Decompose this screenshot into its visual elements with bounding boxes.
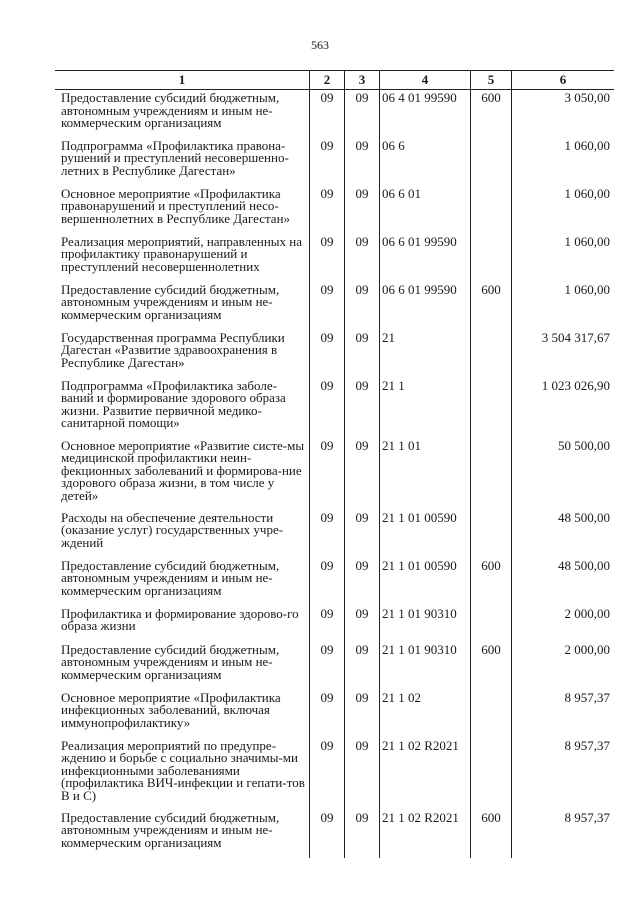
row-target-code-cell: 21 1 02 — [380, 690, 471, 738]
row-subsection-cell: 09 — [345, 810, 380, 858]
row-amount-cell: 2 000,00 — [512, 642, 615, 690]
row-name-cell: Профилактика и формирование здорово-го образа жизни — [61, 605, 299, 633]
row-section-cell: 09 — [310, 606, 345, 642]
column-header-3: 3 — [345, 71, 380, 90]
table-row — [55, 438, 614, 510]
table-header-row — [55, 71, 614, 90]
row-name-cell: Государственная программа Республики Дагестан «Развитие здравоохранения в Республике Дагестан» — [61, 329, 285, 370]
row-section-cell: 09 — [310, 90, 345, 138]
row-expense-type-cell — [471, 378, 512, 438]
row-amount-cell: 50 500,00 — [512, 438, 615, 510]
row-amount-cell: 2 000,00 — [512, 606, 615, 642]
row-target-code-cell: 21 1 01 00590 — [380, 558, 471, 606]
table-row — [55, 234, 614, 282]
row-target-code-cell: 21 1 01 90310 — [380, 642, 471, 690]
row-section-cell: 09 — [310, 186, 345, 234]
row-target-code-cell: 21 1 02 R2021 — [380, 738, 471, 810]
column-header-1: 1 — [55, 71, 310, 90]
row-expense-type-cell — [471, 138, 512, 186]
row-subsection-cell: 09 — [345, 690, 380, 738]
row-name-cell: Подпрограмма «Профилактика правона-рушений и преступлений несовершенно-летних в Республике Дагестан» — [61, 137, 289, 178]
row-expense-type-cell — [471, 186, 512, 234]
row-amount-cell: 8 957,37 — [512, 690, 615, 738]
table-body — [55, 90, 614, 858]
budget-table — [55, 70, 614, 858]
row-target-code-cell: 21 1 01 90310 — [380, 606, 471, 642]
budget-table-container — [55, 70, 609, 858]
row-amount-cell: 8 957,37 — [512, 738, 615, 810]
row-expense-type-cell: 600 — [471, 558, 512, 606]
row-subsection-cell: 09 — [345, 510, 380, 558]
row-expense-type-cell: 600 — [471, 282, 512, 330]
row-amount-cell: 1 060,00 — [512, 234, 615, 282]
row-target-code-cell: 06 6 01 99590 — [380, 282, 471, 330]
row-name-cell: Предоставление субсидий бюджетным, автономным учреждениям и иным не-коммерческим организациям — [61, 90, 280, 130]
row-name-cell: Предоставление субсидий бюджетным, автономным учреждениям и иным не-коммерческим организациям — [61, 281, 280, 322]
row-amount-cell: 48 500,00 — [512, 558, 615, 606]
table-row — [55, 330, 614, 378]
page-number: 563 — [311, 38, 329, 52]
row-subsection-cell: 09 — [345, 330, 380, 378]
row-expense-type-cell — [471, 438, 512, 510]
row-name-cell: Подпрограмма «Профилактика заболе-ваний и формирование здорового образа жизни. Развитие первичной медико-санитарной помощи» — [61, 377, 286, 430]
row-subsection-cell: 09 — [345, 738, 380, 810]
row-subsection-cell: 09 — [345, 234, 380, 282]
row-name-cell: Предоставление субсидий бюджетным, автономным учреждениям и иным не-коммерческим организациям — [61, 641, 280, 682]
row-section-cell: 09 — [310, 642, 345, 690]
table-row — [55, 138, 614, 186]
row-target-code-cell: 21 1 01 00590 — [380, 510, 471, 558]
table-row — [55, 510, 614, 558]
row-expense-type-cell — [471, 510, 512, 558]
row-target-code-cell: 06 6 — [380, 138, 471, 186]
row-section-cell: 09 — [310, 438, 345, 510]
row-target-code-cell: 21 1 01 — [380, 438, 471, 510]
row-name-cell: Предоставление субсидий бюджетным, автономным учреждениям и иным не-коммерческим организациям — [61, 809, 280, 850]
row-target-code-cell: 21 1 — [380, 378, 471, 438]
row-target-code-cell: 21 1 02 R2021 — [380, 810, 471, 858]
row-section-cell: 09 — [310, 738, 345, 810]
table-row — [55, 558, 614, 606]
table-row — [55, 690, 614, 738]
row-amount-cell: 1 060,00 — [512, 186, 615, 234]
row-expense-type-cell: 600 — [471, 642, 512, 690]
row-name-cell: Основное мероприятие «Профилактика инфекционных заболеваний, включая иммунопрофилактику» — [61, 689, 281, 730]
row-expense-type-cell — [471, 738, 512, 810]
row-section-cell: 09 — [310, 690, 345, 738]
row-section-cell: 09 — [310, 234, 345, 282]
table-row — [55, 282, 614, 330]
row-target-code-cell: 06 6 01 99590 — [380, 234, 471, 282]
row-subsection-cell: 09 — [345, 606, 380, 642]
row-subsection-cell: 09 — [345, 642, 380, 690]
row-subsection-cell: 09 — [345, 438, 380, 510]
row-section-cell: 09 — [310, 138, 345, 186]
row-expense-type-cell: 600 — [471, 810, 512, 858]
row-subsection-cell: 09 — [345, 378, 380, 438]
row-section-cell: 09 — [310, 282, 345, 330]
column-header-5: 5 — [471, 71, 512, 90]
row-amount-cell: 1 023 026,90 — [512, 378, 615, 438]
row-section-cell: 09 — [310, 378, 345, 438]
row-amount-cell: 3 050,00 — [512, 90, 615, 138]
table-row — [55, 810, 614, 858]
row-name-cell: Основное мероприятие «Профилактика правонарушений и преступлений несо-вершеннолетних в Республике Дагестан» — [61, 185, 291, 226]
column-header-6: 6 — [512, 71, 615, 90]
row-subsection-cell: 09 — [345, 186, 380, 234]
row-name-cell: Реализация мероприятий по предупре-ждению и борьбе с социально значимы-ми инфекционными заболеваниями (профилактика ВИЧ-инфекции и гепати-тов В и С) — [61, 737, 305, 803]
row-expense-type-cell — [471, 606, 512, 642]
row-target-code-cell: 06 4 01 99590 — [380, 90, 471, 138]
row-expense-type-cell: 600 — [471, 90, 512, 138]
row-expense-type-cell — [471, 330, 512, 378]
row-target-code-cell: 21 — [380, 330, 471, 378]
row-amount-cell: 1 060,00 — [512, 138, 615, 186]
table-row — [55, 738, 614, 810]
row-target-code-cell: 06 6 01 — [380, 186, 471, 234]
row-amount-cell: 48 500,00 — [512, 510, 615, 558]
row-name-cell: Предоставление субсидий бюджетным, автономным учреждениям и иным не-коммерческим организациям — [61, 557, 280, 598]
row-amount-cell: 1 060,00 — [512, 282, 615, 330]
row-subsection-cell: 09 — [345, 138, 380, 186]
row-subsection-cell: 09 — [345, 90, 380, 138]
table-row — [55, 642, 614, 690]
row-section-cell: 09 — [310, 810, 345, 858]
row-name-cell: Расходы на обеспечение деятельности (оказание услуг) государственных учре-ждений — [61, 509, 284, 550]
column-header-4: 4 — [380, 71, 471, 90]
row-expense-type-cell — [471, 690, 512, 738]
row-amount-cell: 8 957,37 — [512, 810, 615, 858]
row-section-cell: 09 — [310, 510, 345, 558]
table-row — [55, 186, 614, 234]
row-section-cell: 09 — [310, 558, 345, 606]
row-expense-type-cell — [471, 234, 512, 282]
row-name-cell: Реализация мероприятий, направленных на профилактику правонарушений и преступлений несовершеннолетних — [61, 233, 302, 274]
table-row — [55, 378, 614, 438]
table-row — [55, 606, 614, 642]
row-subsection-cell: 09 — [345, 558, 380, 606]
column-header-2: 2 — [310, 71, 345, 90]
row-amount-cell: 3 504 317,67 — [512, 330, 615, 378]
row-subsection-cell: 09 — [345, 282, 380, 330]
table-row — [55, 90, 614, 138]
row-section-cell: 09 — [310, 330, 345, 378]
row-name-cell: Основное мероприятие «Развитие систе-мы медицинской профилактики неин-фекционных заболеваний и формирова-ние здорового образа жизни, в том числе у детей» — [61, 437, 305, 503]
